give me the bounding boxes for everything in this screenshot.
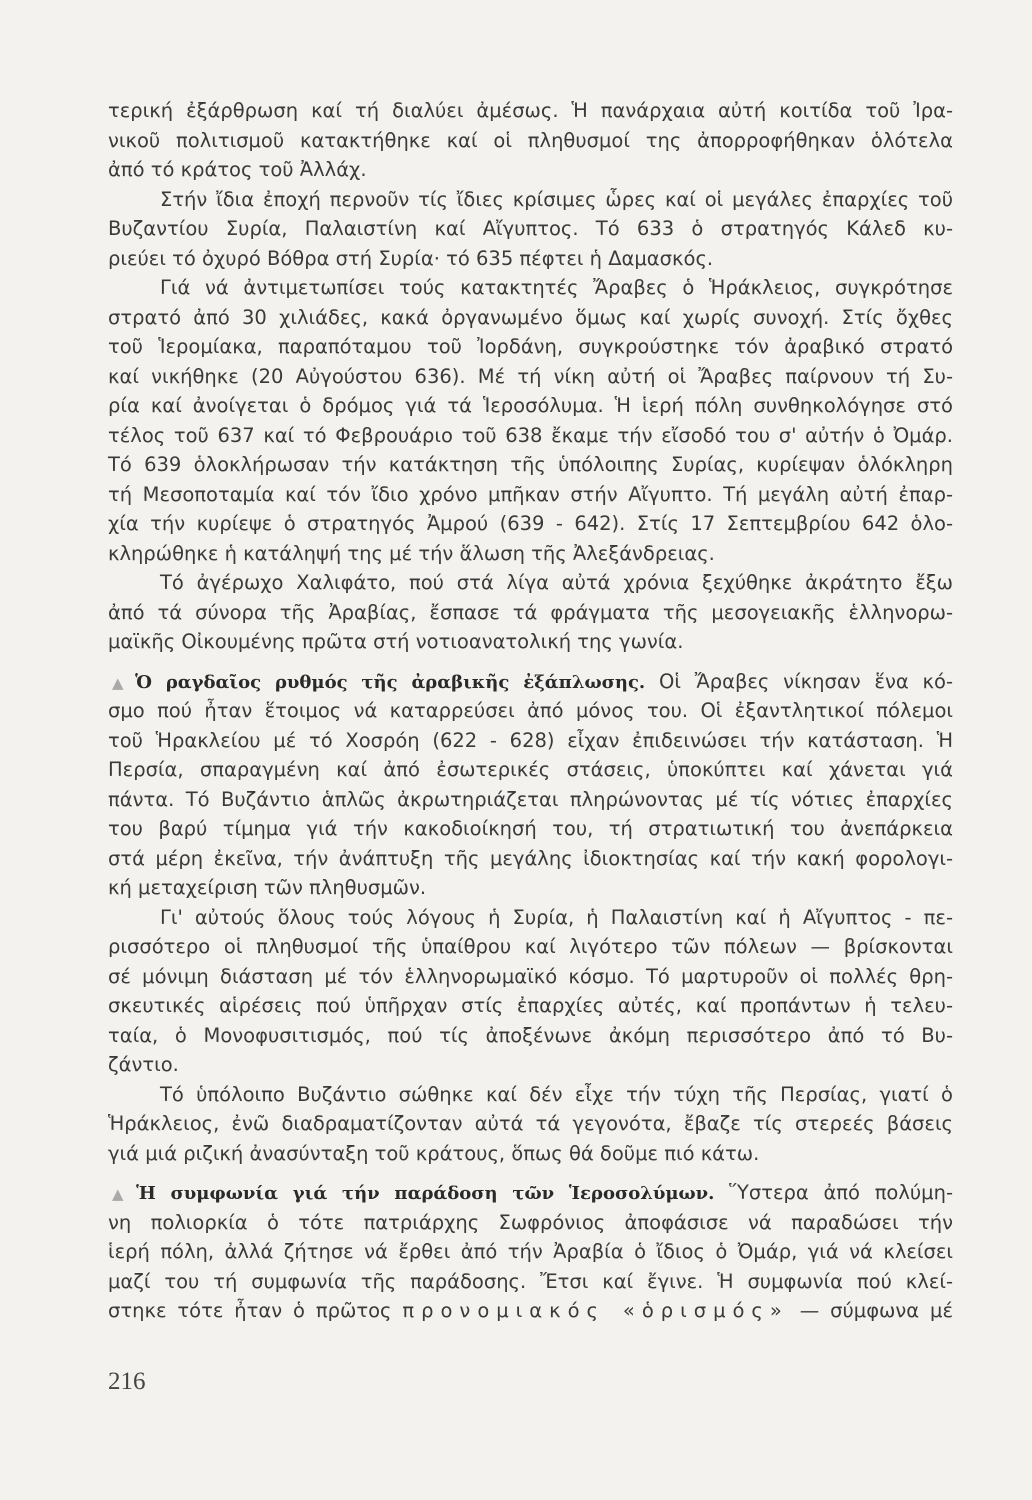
line-text: Τό ὑπόλοιπο Βυζάντιο σώθηκε καί δέν εἶχε τήν τύχη τῆς Περσίας, γιατί ὁ — [160, 1082, 953, 1106]
line-text: μαϊκῆς Οἰκουμένης πρῶτα στή νοτιοανατολική της γωνία. — [108, 630, 684, 653]
text-line — [108, 244, 953, 274]
line-text: τερική ἐξάρθρωση καί τή διαλύει ἀμέσως. Ἡ πανάρχαια αὐτή κοιτίδα τοῦ Ἰρα- — [108, 99, 953, 122]
text-line — [108, 450, 953, 480]
section-heading: Ὁ ραγδαῖος ρυθμός τῆς ἀραβικῆς ἐξάπλωσης. — [135, 671, 646, 693]
line-text: Βυζαντίου Συρία, Παλαιστίνη καί Αἴγυπτος. Τό 633 ὁ στρατηγός Κάλεδ κυ- — [108, 217, 953, 240]
text-line — [108, 273, 953, 303]
line-text: γιά μιά ριζική ἀνασύνταξη τοῦ κράτους, ὅπως θά δοῦμε πιό κάτω. — [108, 1141, 760, 1165]
text-line — [108, 539, 953, 569]
line-text: ἱερή πόλη, ἀλλά ζήτησε νά ἔρθει ἀπό τήν Ἀραβία ὁ ἴδιος ὁ Ὀμάρ, γιά νά κλείσει — [108, 1240, 953, 1263]
text-line — [108, 1237, 953, 1267]
line-text: ρία καί ἀνοίγεται ὁ δρόμος γιά τά Ἱεροσόλυμα. Ἡ ἱερή πόλη συνθηκολόγησε στό — [108, 394, 953, 417]
text-line — [108, 1139, 953, 1169]
text-line — [108, 1267, 953, 1297]
line-text: τέλος τοῦ 637 καί τό Φεβρουάριο τοῦ 638 ἔκαμε τήν εἴσοδό του σ' αὐτήν ὁ Ὀμάρ. — [108, 423, 953, 447]
line-text: τοῦ Ἡρακλείου μέ τό Χοσρόη (622 - 628) εἶχαν ἐπιδεινώσει τήν κατάσταση. Ἡ — [108, 728, 953, 752]
line-text: Ὕστερα ἀπό πολύμη- — [714, 1181, 953, 1204]
line-text: καί νικήθηκε (20 Αὐγούστου 636). Μέ τή νίκη αὐτή οἱ Ἄραβες παίρνουν τή Συ- — [108, 364, 953, 388]
text-line — [108, 185, 953, 215]
line-text: μαζί του τή συμφωνία τῆς παράδοσης. Ἔτσι καί ἔγινε. Ἡ συμφωνία πού κλεί- — [108, 1269, 953, 1293]
line-text: χία τήν κυρίεψε ὁ στρατηγός Ἀμρού (639 - 642). Στίς 17 Σεπτεμβρίου 642 ὁλο- — [108, 512, 953, 535]
line-text: ρισσότερο οἱ πληθυσμοί τῆς ὑπαίθρου καί λιγότερο τῶν πόλεων — βρίσκονται — [108, 935, 953, 958]
text-line — [108, 1208, 953, 1238]
section-heading: Ἡ συμφωνία γιά τήν παράδοση τῶν Ἱεροσολύμων. — [136, 1183, 715, 1204]
line-text: Οἱ Ἄραβες νίκησαν ἕνα κό- — [645, 669, 953, 693]
line-text: ριεύει τό ὀχυρό Βόθρα στή Συρία· τό 635 πέφτει ἡ Δαμασκός. — [108, 246, 714, 270]
text-line — [108, 903, 953, 933]
line-text: Τό 639 ὁλοκλήρωσαν τήν κατάκτηση τῆς ὑπόλοιπης Συρίας, κυρίεψαν ὁλόκληρη — [108, 453, 953, 476]
line-text: στηκε τότε ἦταν ὁ πρῶτος — [108, 1299, 403, 1322]
text-line — [108, 627, 953, 657]
text-line — [108, 480, 953, 510]
text-line — [108, 214, 953, 244]
line-text: σκευτικές αἱρέσεις πού ὑπῆρχαν στίς ἐπαρχίες αὐτές, καί προπάντων ἡ τελευ- — [108, 994, 953, 1017]
line-text: — σύμφωνα μέ — [788, 1299, 953, 1322]
text-line — [108, 332, 953, 362]
line-text: Γι' αὐτούς ὅλους τούς λόγους ἡ Συρία, ἡ Παλαιστίνη καί ἡ Αἴγυπτος - πε- — [160, 905, 953, 929]
line-text: πάντα. Τό Βυζάντιο ἁπλῶς ἀκρωτηριάζεται πληρώνοντας μέ τίς νότιες ἐπαρχίες — [108, 787, 953, 811]
text-line — [108, 391, 953, 421]
triangle-bullet-icon: ▲ — [112, 673, 132, 692]
text-line — [108, 726, 953, 756]
text-line — [108, 598, 953, 628]
text-line — [108, 1050, 953, 1080]
text-line — [108, 755, 953, 785]
page-number: 216 — [108, 1368, 146, 1395]
line-text: νη πολιορκία ὁ τότε πατριάρχης Σωφρόνιος ἀποφάσισε νά παραδώσει τήν — [108, 1210, 953, 1234]
text-line — [108, 844, 953, 874]
line-text: σμο πού ἦταν ἕτοιμος νά καταρρεύσει ἀπό μόνος του. Οἱ ἐξαντλητικοί πόλεμοι — [108, 699, 953, 722]
text-line — [108, 1021, 953, 1051]
text-line — [108, 1109, 953, 1139]
page-body-text — [108, 96, 953, 1326]
text-line — [108, 509, 953, 539]
text-line — [108, 568, 953, 598]
line-text: κή μεταχείριση τῶν πληθυσμῶν. — [108, 876, 427, 899]
line-text: κληρώθηκε ἡ κατάληψή της μέ τήν ἅλωση τῆς Ἀλεξάνδρειας. — [108, 541, 715, 565]
section-heading-line — [108, 1178, 953, 1208]
text-line — [108, 362, 953, 392]
triangle-bullet-icon: ▲ — [112, 1185, 133, 1203]
text-line — [108, 1080, 953, 1110]
text-line — [108, 873, 953, 903]
emphasized-spaced-text: προνομιακός «ὁρισμός» — [402, 1299, 789, 1322]
text-line — [108, 126, 953, 156]
line-text: Τό ἀγέρωχο Χαλιφάτο, πού στά λίγα αὐτά χρόνια ξεχύθηκε ἀκράτητο ἔξω — [160, 571, 953, 594]
line-text: Στήν ἴδια ἐποχή περνοῦν τίς ἴδιες κρίσιμες ὧρες καί οἱ μεγάλες ἐπαρχίες τοῦ — [160, 187, 953, 211]
line-text: σέ μόνιμη διάσταση μέ τόν ἑλληνορωμαϊκό κόσμο. Τό μαρτυροῦν οἱ πολλές θρη- — [108, 964, 953, 988]
text-line — [108, 421, 953, 451]
text-line — [108, 303, 953, 333]
line-text: στά μέρη ἐκεῖνα, τήν ἀνάπτυξη τῆς μεγάλης ἰδιοκτησίας καί τήν κακή φορολογι- — [108, 846, 953, 870]
line-text: ἀπό τά σύνορα τῆς Ἀραβίας, ἔσπασε τά φράγματα τῆς μεσογειακῆς ἑλληνορω- — [108, 600, 953, 624]
line-text: τή Μεσοποταμία καί τόν ἴδιο χρόνο μπῆκαν στήν Αἴγυπτο. Τή μεγάλη αὐτή ἐπαρ- — [108, 482, 953, 506]
text-line — [108, 696, 953, 726]
line-text: τοῦ Ἱερομίακα, παραπόταμου τοῦ Ἰορδάνη, συγκρούστηκε τόν ἀραβικό στρατό — [108, 335, 953, 358]
text-line — [108, 814, 953, 844]
text-line — [108, 96, 953, 126]
line-text: ζάντιο. — [108, 1053, 179, 1076]
text-line — [108, 785, 953, 815]
line-text: Περσία, σπαραγμένη καί ἀπό ἐσωτερικές στάσεις, ὑποκύπτει καί χάνεται γιά — [108, 758, 953, 781]
line-text: ταία, ὁ Μονοφυσιτισμός, πού τίς ἀποξένωνε ἀκόμη περισσότερο ἀπό τό Βυ- — [108, 1023, 953, 1047]
section-heading-line — [108, 667, 953, 697]
text-line — [108, 1296, 953, 1326]
text-line — [108, 155, 953, 185]
text-line — [108, 991, 953, 1021]
line-text: Γιά νά ἀντιμετωπίσει τούς κατακτητές Ἄραβες ὁ Ἡράκλειος, συγκρότησε — [160, 276, 953, 299]
line-text: ἀπό τό κράτος τοῦ Ἀλλάχ. — [108, 158, 367, 181]
line-text: στρατό ἀπό 30 χιλιάδες, κακά ὀργανωμένο ὅμως καί χωρίς συνοχή. Στίς ὄχθες — [108, 305, 953, 329]
line-text: Ἡράκλειος, ἐνῶ διαδραματίζονταν αὐτά τά γεγονότα, ἔβαζε τίς στερεές βάσεις — [108, 1112, 953, 1135]
text-line — [108, 932, 953, 962]
text-line — [108, 962, 953, 992]
line-text: του βαρύ τίμημα γιά τήν κακοδιοίκησή του, τή στρατιωτική του ἀνεπάρκεια — [108, 817, 953, 840]
line-text: νικοῦ πολιτισμοῦ κατακτήθηκε καί οἱ πληθυσμοί της ἀπορροφήθηκαν ὁλότελα — [108, 128, 953, 152]
